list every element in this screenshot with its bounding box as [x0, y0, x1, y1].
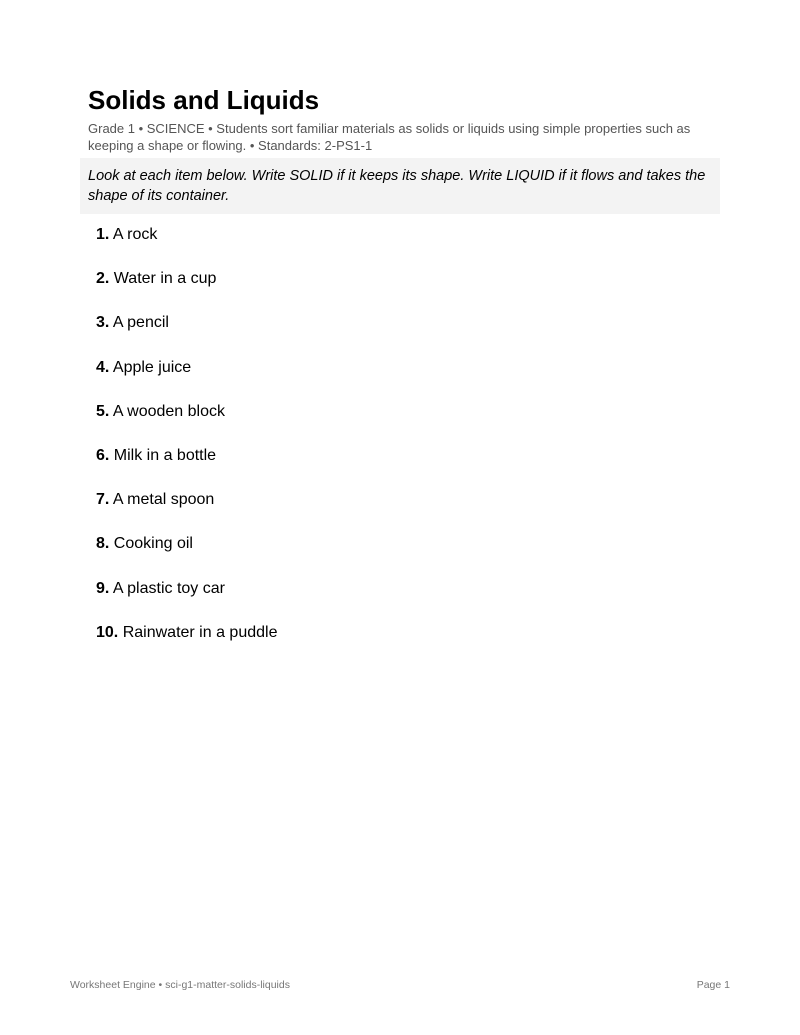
question-item — [96, 357, 277, 401]
question-item — [96, 489, 277, 533]
question-text: Water in a cup — [113, 270, 217, 288]
question-text: Apple juice — [112, 358, 192, 376]
question-item — [96, 445, 277, 489]
question-number: 3. — [96, 314, 110, 332]
question-item — [96, 268, 277, 312]
page-number: Page 1 — [696, 979, 730, 991]
question-number: 2. — [96, 270, 110, 288]
question-number: 4. — [96, 358, 110, 376]
question-number: 10. — [96, 623, 119, 641]
question-number: 6. — [96, 446, 110, 464]
question-text: A rock — [112, 226, 158, 243]
question-text: A wooden block — [112, 402, 225, 420]
question-text: Rainwater in a puddle — [122, 623, 278, 641]
question-list — [96, 224, 277, 666]
worksheet-title: Solids and Liquids — [88, 85, 320, 115]
question-item — [96, 533, 277, 577]
worksheet-meta: Grade 1 • SCIENCE • Students sort familiar materials as solids or liquids using simple properties such as keeping a shape or flowing. • Standards: 2-PS1-1 — [88, 121, 691, 153]
question-number: 9. — [96, 579, 110, 597]
question-item — [96, 578, 277, 622]
footer-source: Worksheet Engine • sci-g1-matter-solids-liquids — [70, 979, 290, 991]
question-text: Cooking oil — [113, 535, 193, 553]
question-number: 5. — [96, 402, 110, 420]
question-item — [96, 622, 277, 666]
question-number: 7. — [96, 491, 110, 509]
instructions-box: Look at each item below. Write SOLID if it keeps its shape. Write LIQUID if it flows and takes the shape of its container. — [80, 158, 720, 214]
question-item — [96, 224, 277, 268]
question-text: Milk in a bottle — [113, 446, 217, 464]
question-text: A plastic toy car — [112, 579, 225, 597]
question-text: A metal spoon — [112, 491, 215, 509]
question-text: A pencil — [112, 314, 169, 332]
question-number: 8. — [96, 535, 110, 553]
question-item — [96, 401, 277, 445]
question-number: 1. — [96, 226, 110, 243]
question-item — [96, 312, 277, 356]
